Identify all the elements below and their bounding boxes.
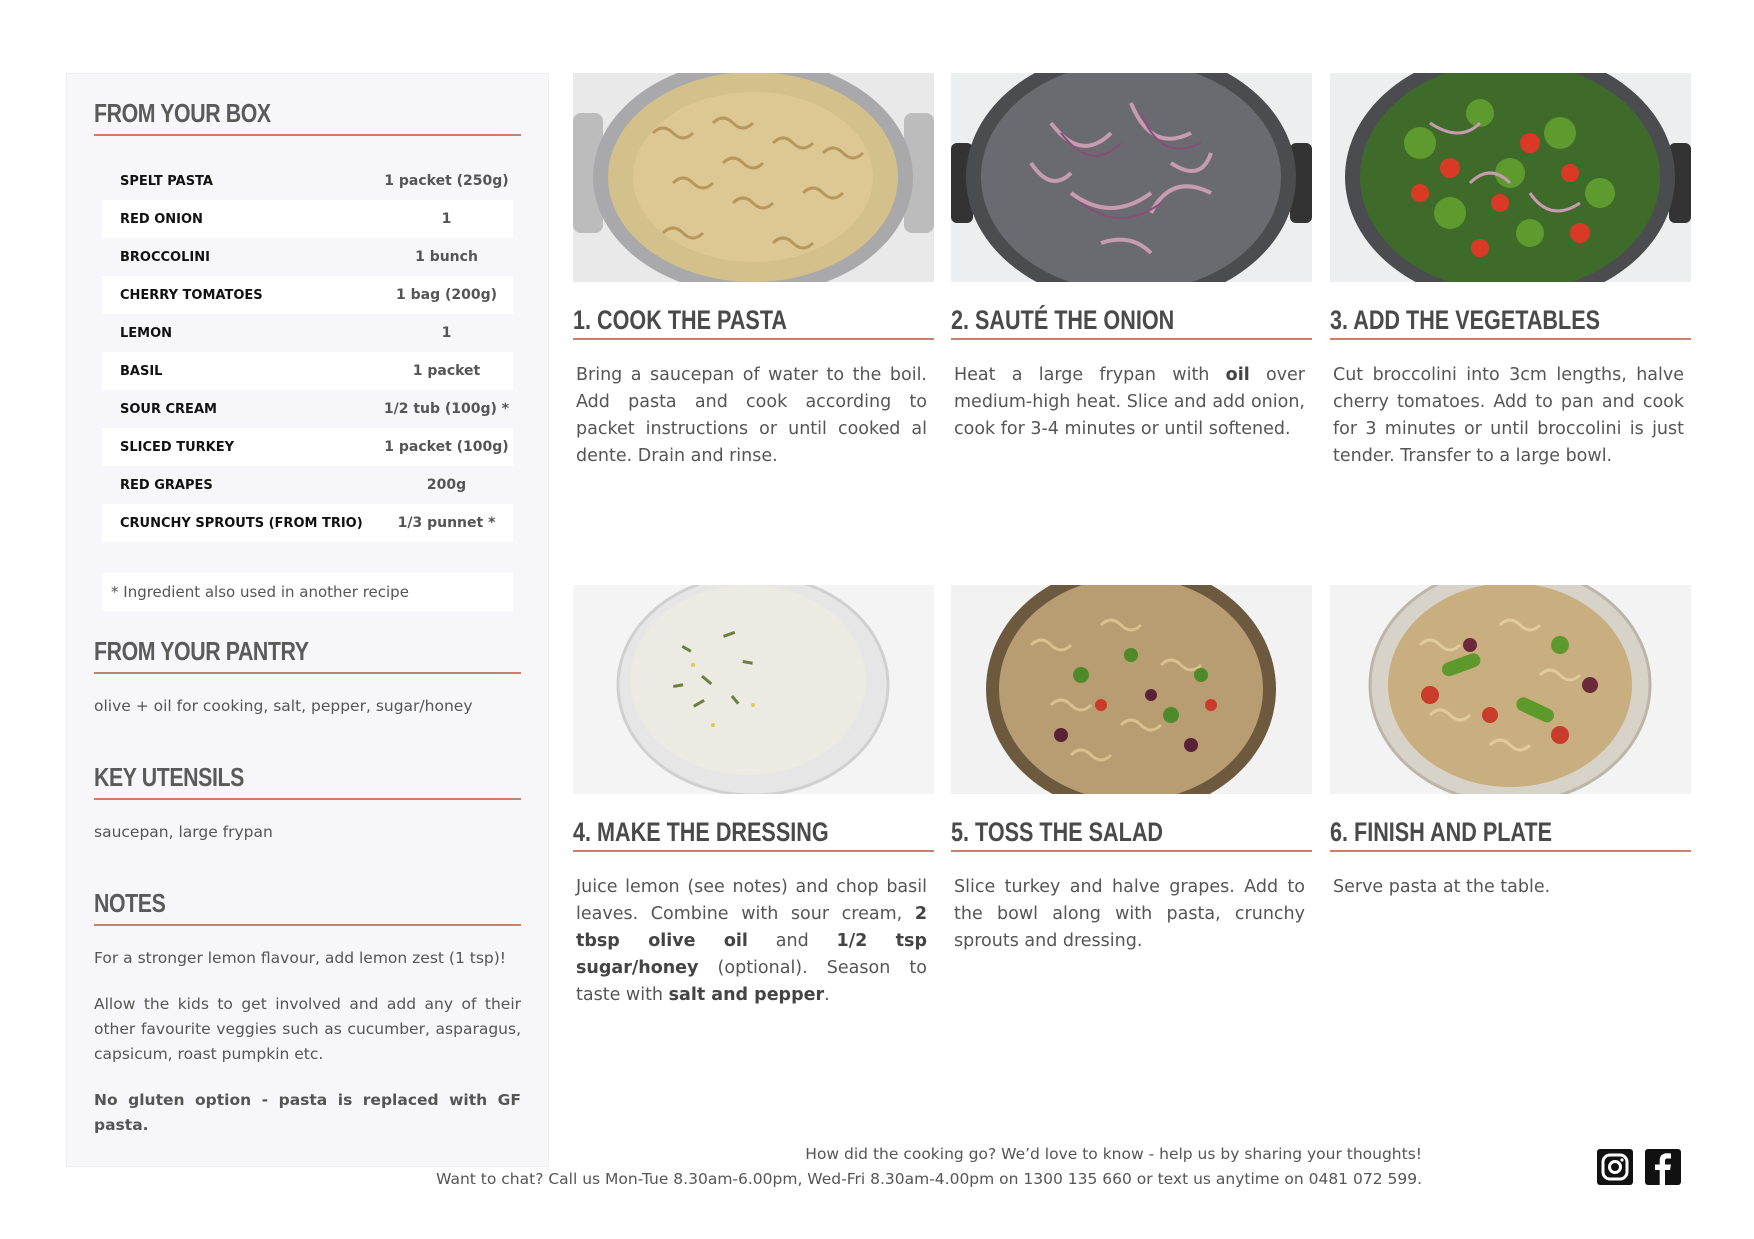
step-1 bbox=[573, 73, 934, 470]
step-2-photo bbox=[951, 73, 1312, 282]
step-2-title: 2. SAUTÉ THE ONION bbox=[951, 305, 1175, 335]
ingredient-row bbox=[102, 352, 513, 390]
step-3-body: Cut broccolini into 3cm lengths, halve cherry tomatoes. Add to pan and cook for 3 minutes or until broccolini is just tender. Transfer to a large bowl. bbox=[1333, 365, 1684, 466]
step-4 bbox=[573, 585, 934, 1009]
ingredient-row bbox=[102, 390, 513, 428]
footer-line-2: Want to chat? Call us Mon-Tue 8.30am-6.00pm, Wed-Fri 8.30am-4.00pm on 1300 135 660 or text us anytime on 0481 072 599. bbox=[436, 1170, 1422, 1188]
step-5-photo bbox=[951, 585, 1312, 794]
step-divider bbox=[573, 338, 934, 340]
step-divider bbox=[1330, 338, 1691, 340]
ingredient-qty: 200g bbox=[426, 477, 467, 493]
section-divider bbox=[94, 798, 521, 800]
ingredient-name: LEMON bbox=[120, 325, 173, 341]
step-6-photo bbox=[1330, 585, 1691, 794]
ingredient-name: BASIL bbox=[120, 363, 163, 379]
step-2-body: Heat a large frypan with oil over medium-high heat. Slice and add onion, cook for 3-4 minutes or until softened. bbox=[954, 365, 1305, 439]
step-6-body: Serve pasta at the table. bbox=[1333, 877, 1551, 897]
from-your-pantry-title: FROM YOUR PANTRY bbox=[94, 636, 309, 666]
ingredient-name: RED ONION bbox=[120, 211, 203, 227]
section-divider bbox=[94, 672, 521, 674]
key-utensils-title: KEY UTENSILS bbox=[94, 762, 244, 792]
ingredient-qty: 1 bbox=[441, 211, 452, 227]
step-4-photo bbox=[573, 585, 934, 794]
ingredient-row bbox=[102, 162, 513, 200]
step-6-title: 6. FINISH AND PLATE bbox=[1330, 817, 1553, 847]
section-divider bbox=[94, 924, 521, 926]
ingredient-row bbox=[102, 314, 513, 352]
step-divider bbox=[1330, 850, 1691, 852]
notes-text-1: For a stronger lemon flavour, add lemon zest (1 tsp)! bbox=[94, 949, 506, 967]
ingredient-qty: 1/2 tub (100g) * bbox=[383, 401, 510, 417]
step-divider bbox=[951, 850, 1312, 852]
ingredient-name: SPELT PASTA bbox=[120, 173, 213, 189]
ingredient-qty: 1 bunch bbox=[415, 249, 478, 265]
step-5 bbox=[951, 585, 1312, 955]
ingredient-row bbox=[102, 238, 513, 276]
ingredient-name: RED GRAPES bbox=[120, 477, 213, 493]
notes-title: NOTES bbox=[94, 888, 166, 918]
notes-text-2: Allow the kids to get involved and add any of their other favourite veggies such as cucumber, asparagus, capsicum, roast pumpkin etc. bbox=[94, 995, 521, 1063]
step-4-title: 4. MAKE THE DRESSING bbox=[573, 817, 829, 847]
ingredient-qty: 1/3 punnet * bbox=[397, 515, 496, 531]
footer-line-1: How did the cooking go? We’d love to know - help us by sharing your thoughts! bbox=[805, 1145, 1422, 1163]
step-divider bbox=[951, 338, 1312, 340]
step-3-title: 3. ADD THE VEGETABLES bbox=[1330, 305, 1601, 335]
utensils-text: saucepan, large frypan bbox=[94, 823, 273, 841]
pantry-text: olive + oil for cooking, salt, pepper, sugar/honey bbox=[94, 697, 473, 715]
ingredient-name: CRUNCHY SPROUTS (FROM TRIO) bbox=[120, 515, 363, 531]
step-1-body: Bring a saucepan of water to the boil. Add pasta and cook according to packet instructions or until cooked al dente. Drain and rinse. bbox=[576, 365, 927, 466]
ingredient-footnote: * Ingredient also used in another recipe bbox=[102, 573, 513, 611]
step-1-title: 1. COOK THE PASTA bbox=[573, 305, 788, 335]
step-3-photo bbox=[1330, 73, 1691, 282]
step-5-title: 5. TOSS THE SALAD bbox=[951, 817, 1164, 847]
step-6 bbox=[1330, 585, 1691, 901]
ingredients-sidebar bbox=[66, 73, 549, 1167]
facebook-icon[interactable] bbox=[1645, 1149, 1681, 1185]
ingredient-qty: 1 bag (200g) bbox=[395, 287, 498, 303]
notes-text-3: No gluten option - pasta is replaced with GF pasta. bbox=[94, 1091, 521, 1134]
footer-contact bbox=[436, 1142, 1422, 1192]
ingredient-qty: 1 packet bbox=[412, 363, 481, 379]
ingredient-table bbox=[102, 162, 513, 542]
from-your-box-title: FROM YOUR BOX bbox=[94, 98, 271, 128]
step-1-photo bbox=[573, 73, 934, 282]
step-4-body: Juice lemon (see notes) and chop basil leaves. Combine with sour cream, 2 tbsp olive oil and 1/2 tsp sugar/honey (optional). Season to taste with salt and pepper. bbox=[576, 877, 927, 1005]
step-5-body: Slice turkey and halve grapes. Add to the bowl along with pasta, crunchy sprouts and dressing. bbox=[954, 877, 1305, 951]
step-3 bbox=[1330, 73, 1691, 470]
step-2 bbox=[951, 73, 1312, 443]
ingredient-row bbox=[102, 276, 513, 314]
ingredient-row bbox=[102, 428, 513, 466]
ingredient-row bbox=[102, 466, 513, 504]
section-divider bbox=[94, 134, 521, 136]
ingredient-qty: 1 bbox=[441, 325, 452, 341]
ingredient-name: BROCCOLINI bbox=[120, 249, 210, 265]
ingredient-name: SLICED TURKEY bbox=[120, 439, 235, 455]
ingredient-name: SOUR CREAM bbox=[120, 401, 217, 417]
ingredient-name: CHERRY TOMATOES bbox=[120, 287, 263, 303]
step-divider bbox=[573, 850, 934, 852]
instagram-icon[interactable] bbox=[1597, 1149, 1633, 1185]
ingredient-qty: 1 packet (100g) bbox=[384, 439, 509, 455]
ingredient-row bbox=[102, 504, 513, 542]
ingredient-qty: 1 packet (250g) bbox=[384, 173, 509, 189]
ingredient-row bbox=[102, 200, 513, 238]
